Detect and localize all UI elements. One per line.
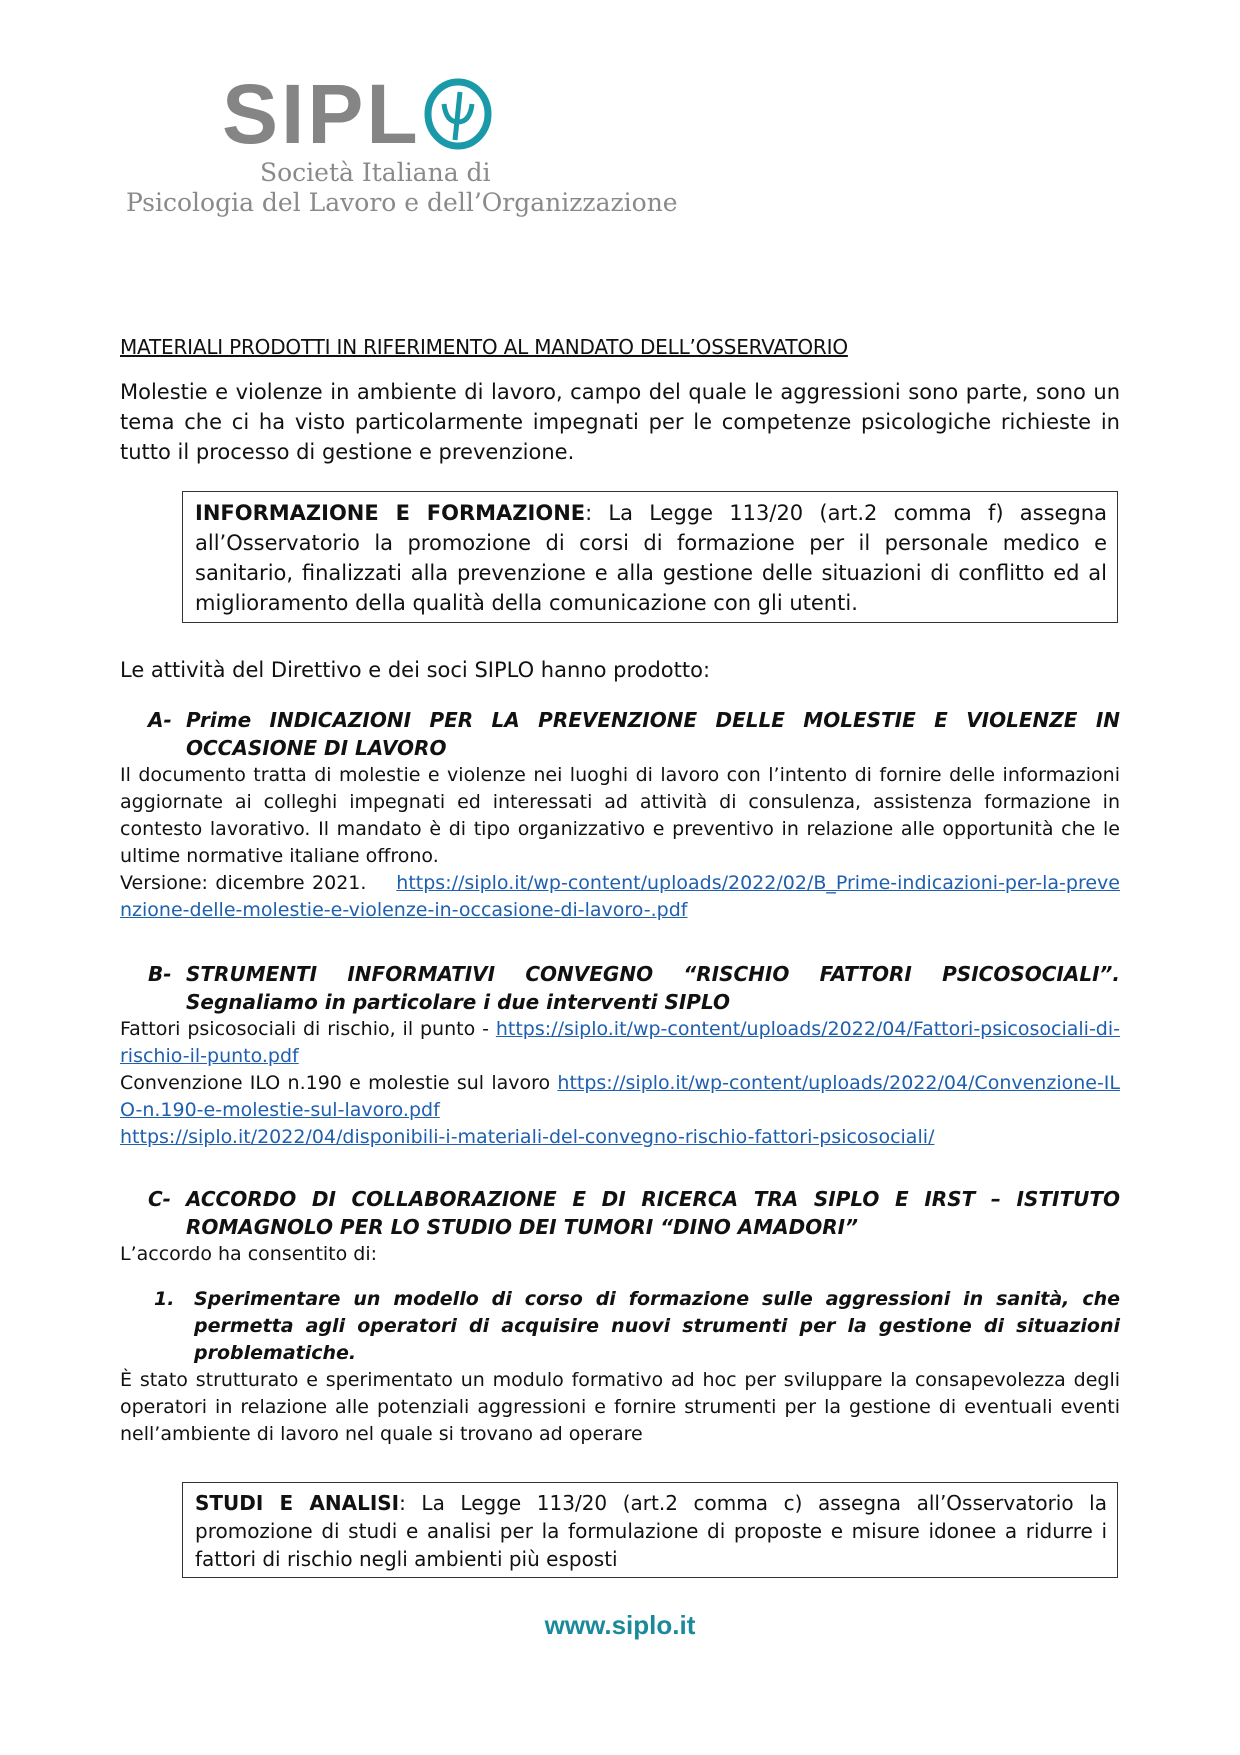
section-b-line-2	[120, 1070, 1120, 1124]
box-text: : La Legge 113/20 (art.2 comma c) assegna all’Osservatorio la promozione di studi e analisi per la formulazione di proposte e misure idonee a ridurre i fattori di rischio negli ambienti più esposti	[195, 1491, 1107, 1571]
section-a-heading	[120, 706, 1120, 762]
section-a-text: Il documento tratta di molestie e violenze nei luoghi di lavoro con l’intento di fornire delle informazioni aggiornate ai colleghi impegnati ed interessati ad attività di consulenza, assistenza formazione in contesto lavorativo. Il mandato è di tipo organizzativo e preventivo in relazione alle opportunità che le ultime normative italiane offrono.	[120, 764, 1120, 867]
lead-paragraph: Le attività del Direttivo e dei soci SIPLO hanno prodotto:	[120, 658, 711, 682]
section-b-link-3[interactable]: https://siplo.it/2022/04/disponibili-i-materiali-del-convegno-rischio-fattori-psicosociali/	[120, 1126, 935, 1148]
section-b-line-1	[120, 1016, 1120, 1070]
sub-label: 1.	[154, 1288, 175, 1310]
logo-subtitle-2: Psicologia del Lavoro e dell’Organizzazione	[126, 188, 678, 217]
box-text: : La Legge 113/20 (art.2 comma f) assegna all’Osservatorio la promozione di corsi di formazione per il personale medico e sanitario, finalizzati alla prevenzione e alla gestione delle situazioni di conflitto ed al miglioramento della qualità della comunicazione con gli utenti.	[195, 501, 1107, 615]
section-a-version	[120, 870, 1120, 924]
info-box-formazione	[182, 491, 1118, 623]
line-text: Fattori psicosociali di rischio, il punto -	[120, 1018, 496, 1040]
logo-wordmark: SIPL	[222, 67, 421, 161]
section-c-subheading	[120, 1286, 1120, 1367]
info-box-studi	[182, 1482, 1118, 1578]
page-title: MATERIALI PRODOTTI IN RIFERIMENTO AL MANDATO DELL’OSSERVATORIO	[120, 335, 848, 359]
psi-icon	[422, 78, 494, 150]
box-heading: INFORMAZIONE E FORMAZIONE	[195, 501, 586, 525]
section-label: C-	[148, 1187, 171, 1211]
siplo-logo	[120, 67, 678, 232]
section-c-heading	[120, 1185, 1120, 1241]
section-b-link-1[interactable]: https://siplo.it/wp-content/uploads/2022/04/Fattori-psicosociali-di-rischio-il-punto.pdf	[120, 1018, 1120, 1067]
logo-subtitle-1: Società Italiana di	[260, 158, 491, 187]
section-b-heading	[120, 960, 1120, 1016]
sub-title: Sperimentare un modello di corso di formazione sulle aggressioni in sanità, che permetta agli operatori di acquisire nuovi strumenti per la gestione di situazioni problematiche.	[194, 1288, 1120, 1364]
version-text: Versione: dicembre 2021.	[120, 872, 367, 894]
section-b-link-2[interactable]: https://siplo.it/wp-content/uploads/2022/04/Convenzione-ILO-n.190-e-molestie-sul-lavoro.pdf	[120, 1072, 1120, 1121]
section-title: Prime INDICAZIONI PER LA PREVENZIONE DELLE MOLESTIE E VIOLENZE IN OCCASIONE DI LAVORO	[186, 708, 1120, 760]
intro-paragraph: Molestie e violenze in ambiente di lavoro, campo del quale le aggressioni sono parte, sono un tema che ci ha visto particolarmente impegnati per le competenze psicologiche richieste in tutto il processo di gestione e prevenzione.	[120, 380, 1120, 464]
box-heading: STUDI E ANALISI	[195, 1491, 400, 1515]
section-title: STRUMENTI INFORMATIVI CONVEGNO “RISCHIO FATTORI PSICOSOCIALI”. Segnaliamo in particolare i due interventi SIPLO	[186, 962, 1120, 1014]
section-b-line-3	[120, 1124, 1120, 1151]
section-title: ACCORDO DI COLLABORAZIONE E DI RICERCA TRA SIPLO E IRST – ISTITUTO ROMAGNOLO PER LO STUDIO DEI TUMORI “DINO AMADORI”	[186, 1187, 1120, 1239]
section-a-link[interactable]: https://siplo.it/wp-content/uploads/2022/02/B_Prime-indicazioni-per-la-prevenzione-delle-molestie-e-violenze-in-occasione-di-lavoro-.pdf	[120, 872, 1120, 921]
section-c-text: L’accordo ha consentito di:	[120, 1243, 378, 1265]
footer-url[interactable]: www.siplo.it	[544, 1610, 696, 1640]
section-c-subtext: È stato strutturato e sperimentato un modulo formativo ad hoc per sviluppare la consapevolezza degli operatori in relazione alle potenziali aggressioni e fornire strumenti per la gestione di eventuali eventi nell’ambiente di lavoro nel quale si trovano ad operare	[120, 1369, 1120, 1445]
document-body	[120, 335, 1120, 1578]
section-label: A-	[148, 708, 172, 732]
section-label: B-	[148, 962, 172, 986]
line-text: Convenzione ILO n.190 e molestie sul lavoro	[120, 1072, 558, 1094]
